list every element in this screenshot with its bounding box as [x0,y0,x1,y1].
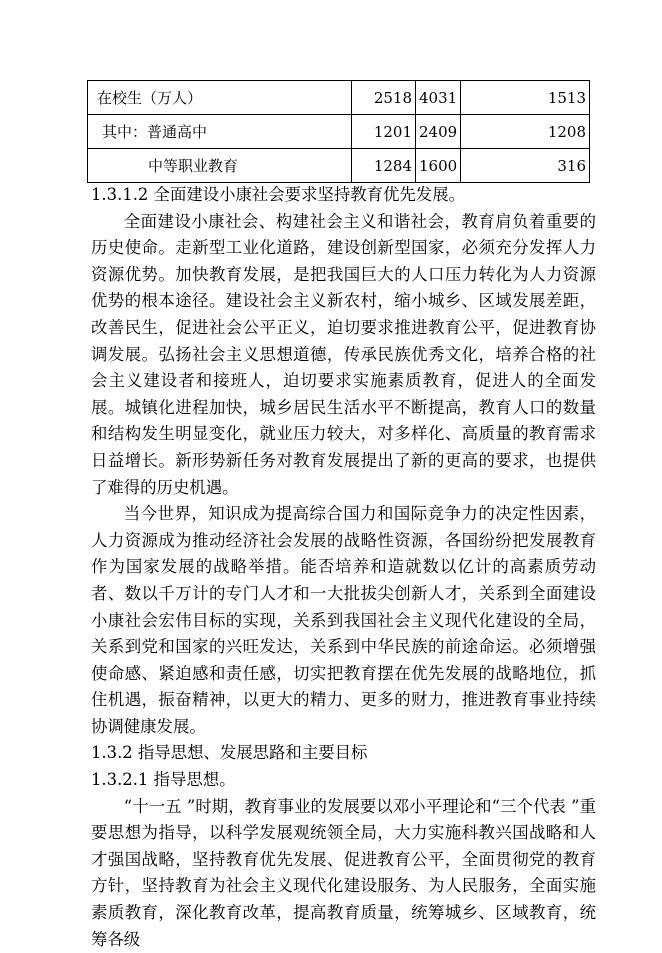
table-row [88,81,590,115]
row-label: 中等职业教育 [88,149,352,183]
section-heading-1-3-1-2: 1.3.1.2 全面建设小康社会要求坚持教育优先发展。 [91,185,465,204]
cell-value: 1600 [416,149,461,183]
cell-value: 2518 [352,81,416,115]
cell-value: 4031 [416,81,461,115]
cell-value: 1201 [352,115,416,149]
section-heading-1-3-2: 1.3.2 指导思想、发展思路和主要目标 [91,743,368,763]
cell-value: 1284 [352,149,416,183]
cell-value: 1513 [461,81,590,115]
row-label: 在校生（万人） [88,81,352,115]
row-label: 其中：普通高中 [88,115,352,149]
table-row [88,149,590,183]
cell-value: 2409 [416,115,461,149]
enrollment-table [87,80,590,183]
section-heading-1-3-2-1: 1.3.2.1 指导思想。 [91,770,236,790]
cell-value: 316 [461,149,590,183]
table-row [88,115,590,149]
paragraph: 当今世界，知识成为提高综合国力和国际竞争力的决定性因素，人力资源成为推动经济社会发展的战略性资源，各国纷纷把发展教育作为国家发展的战略举措。能否培养和造就数以亿计的高素质劳动者、数以千万计的专门人才和一大批拔尖创新人才，关系到全面建设小康社会宏伟目标的实现，关系到我国社会主义现代化建设的全局，关系到党和国家的兴旺发达，关系到中华民族的前途命运。必须增强使命感、紧迫感和责任感，切实把教育摆在优先发展的战略地位，抓住机遇，振奋精神，以更大的精力、更多的财力，推进教育事业持续协调健康发展。 [91,504,596,736]
paragraph: 全面建设小康社会、构建社会主义和谐社会，教育肩负着重要的历史使命。走新型工业化道路，建设创新型国家，必须充分发挥人力资源优势。加快教育发展，是把我国巨大的人口压力转化为人力资源优势的根本途径。建设社会主义新农村，缩小城乡、区域发展差距，改善民生，促进社会公平正义，迫切要求推进教育公平，促进教育协调发展。弘扬社会主义思想道德，传承民族优秀文化，培养合格的社会主义建设者和接班人，迫切要求实施素质教育，促进人的全面发展。城镇化进程加快，城乡居民生活水平不断提高，教育人口的数量和结构发生明显变化，就业压力较大，对多样化、高质量的教育需求日益增长。新形势新任务对教育发展提出了新的更高的要求，也提供了难得的历史机遇。 [91,211,596,497]
body-text [91,182,596,953]
cell-value: 1208 [461,115,590,149]
paragraph: “十一五 ”时期，教育事业的发展要以邓小平理论和“三个代表 ”重要思想为指导，以科学发展观统领全局，大力实施科教兴国战略和人才强国战略，坚持教育优先发展、促进教育公平，全面贯彻党的教育方针，坚持教育为社会主义现代化建设服务、为人民服务，全面实施素质教育，深化教育改革，提高教育质量，统筹城乡、区域教育，统筹各级 [91,796,596,949]
